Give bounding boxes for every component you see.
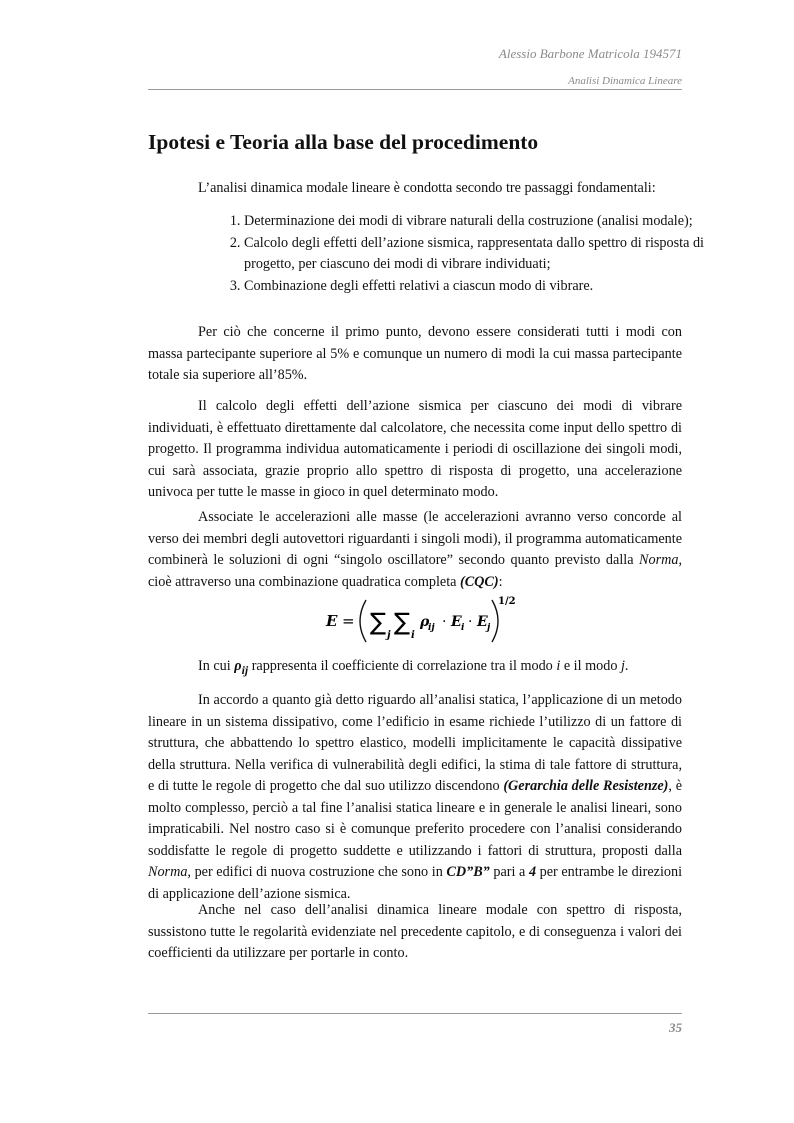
header-author: Alessio Barbone Matricola 194571 (498, 46, 682, 61)
dot-operator-2: · (468, 614, 473, 630)
mode-i: i (556, 658, 561, 674)
header-subtitle: Analisi Dinamica Lineare (568, 75, 682, 87)
formula-equals: = (342, 612, 355, 630)
sum-i-symbol: ∑ (394, 608, 411, 636)
paragraph-3-text (148, 507, 682, 593)
rho-index: ij (428, 623, 435, 633)
paragraph-5-part-b: , è molto complesso, perciò a tal fine l’analisi statica lineare e in generale le analisi lineari, sono impraticabili. Nel nostro caso si è comunque preferito procedere con l’analisi considerando soddisfatte le regole di progetto suddette e utilizzando i fattori di struttura, proposti dalla (148, 778, 682, 859)
paragraph-3-part-a: Associate le accelerazioni alle masse (le accelerazioni avranno verso concorde al verso dei membri degli autovettori riguardanti i singoli modi), il programma automaticamente combinerà le soluzioni di ogni “singolo oscillatore” secondo quanto previsto dalla (148, 509, 682, 568)
paragraph-5-part-e: per entrambe le direzioni di applicazione dell’azione sismica. (148, 864, 683, 902)
norma-ref: Norma (639, 552, 679, 568)
page-number: 35 (669, 1020, 682, 1035)
left-paren (360, 600, 366, 642)
cqc-formula (320, 592, 520, 650)
behaviour-factor: 4 (528, 864, 537, 880)
paragraph-4 (148, 656, 682, 681)
formula-exponent: 1/2 (498, 596, 516, 607)
cqc-ref: (CQC) (459, 573, 499, 590)
paragraph-4-text (148, 656, 682, 681)
mode-j: j (620, 658, 625, 674)
sum-j-index: j (387, 630, 391, 641)
paragraph-5-text (148, 690, 682, 905)
sum-i-index: i (411, 630, 415, 641)
paragraph-6-text: Anche nel caso dell’analisi dinamica lineare modale con spettro di risposta, sussistono tutte le regolarità evidenziate nel precedente capitolo, e di conseguenza i valori dei coefficienti da utilizzare per portarle in conto. (148, 902, 682, 961)
intro-text: L’analisi dinamica modale lineare è condotta secondo tre passaggi fondamentali: (198, 180, 656, 196)
section-title: Ipotesi e Teoria alla base del procedimento (148, 130, 539, 154)
paragraph-6 (148, 900, 682, 965)
cd-class: CD”B” (446, 864, 490, 880)
paragraph-3 (148, 507, 682, 593)
paragraph-2-text: Il calcolo degli effetti dell’azione sismica per ciascuno dei modi di vibrare individuati, è effettuato direttamente dal calcolatore, che necessita come input dello spettro di progetto. Il programma individua automaticamente i periodi di oscillazione dei singoli modi, cui sarà associata, grazie proprio allo spettro di risposta di progetto, una accelerazione univoca per tutte le masse in gioco in quel determinato modo. (148, 398, 682, 500)
paragraph-5-part-d: pari a (489, 864, 529, 880)
e-i-symbol: E (451, 614, 462, 630)
e-j-symbol: E (477, 614, 488, 630)
rho-inline: ρ (234, 658, 242, 674)
paragraph-4-part-a: In cui (198, 658, 235, 674)
paragraph-4-part-b: rappresenta il coefficiente di correlazione tra il modo (248, 658, 557, 674)
list-item: 1. Determinazione dei modi di vibrare naturali della costruzione (analisi modale); (244, 211, 704, 233)
paragraph-1 (148, 322, 682, 387)
formula-lhs: E (326, 612, 338, 630)
steps-list (222, 211, 704, 297)
paragraph-5-part-a: In accordo a quanto già detto riguardo all’analisi statica, l’applicazione di un metodo lineare in un sistema dissipativo, come l’edificio in esame richiede l’utilizzo di un fattore di struttura, che abbattendo lo spettro elastico, modelli implicitamente le capacità dissipative della struttura. Nella verifica di vulnerabilità degli edifici, la stima di tale fattore di struttura, e di tutte le regole di progetto che dal suo utilizzo discendono (148, 692, 682, 794)
sum-j-symbol: ∑ (370, 608, 387, 636)
paragraph-2 (148, 396, 682, 504)
paragraph-5 (148, 690, 682, 905)
rho-symbol: ρ (420, 614, 430, 630)
paragraph-5-part-c: per edifici di nuova costruzione che sono in (190, 864, 447, 880)
paragraph-4-part-d: . (624, 658, 629, 674)
header-divider (148, 89, 682, 90)
e-i-index: i (461, 623, 465, 633)
dot-operator: · (442, 614, 447, 630)
e-j-index: j (487, 623, 491, 633)
rho-inline-index: ij (241, 662, 249, 677)
list-item: 3. Combinazione degli effetti relativi a ciascun modo di vibrare. (244, 276, 704, 298)
list-item: 2. Calcolo degli effetti dell’azione sismica, rappresentata dallo spettro di risposta di progetto, per ciascuno dei modi di vibrare individuati; (244, 233, 704, 276)
paragraph-3-part-c: : (498, 573, 503, 590)
gerarchia-ref: (Gerarchia delle Resistenze) (503, 778, 669, 794)
paragraph-1-text: Per ciò che concerne il primo punto, devono essere considerati tutti i modi con massa partecipante superiore al 5% e comunque un numero di modi la cui massa partecipante totale sia superiore all’85%. (148, 324, 682, 383)
footer-divider (148, 1013, 682, 1014)
intro-paragraph (148, 178, 682, 200)
paragraph-4-part-c: e il modo (560, 658, 621, 674)
norma-ref-2: Norma, (148, 864, 191, 880)
paragraph-3-part-b: , cioè attraverso una combinazione quadratica completa (148, 552, 682, 590)
